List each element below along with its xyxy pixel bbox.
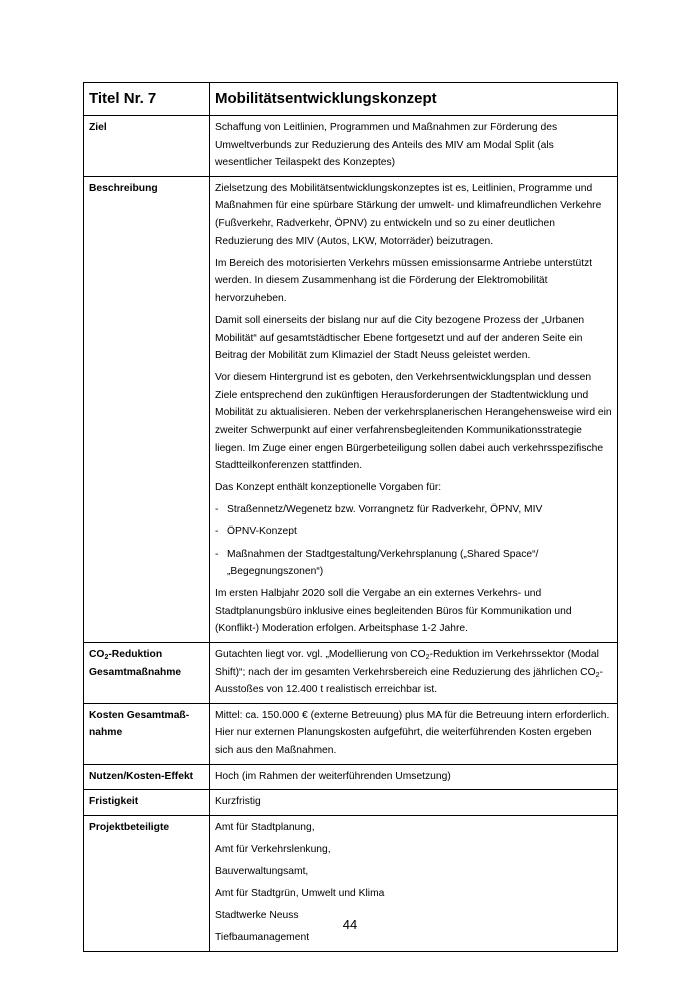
title-value: Mobilitätsentwicklungskonzept [210, 83, 618, 116]
row-ziel [84, 116, 618, 177]
title-number: Titel Nr. 7 [84, 83, 210, 116]
co2-text-part: -Ausstoßes von 12.400 t realistisch erreichbar ist. [215, 666, 603, 696]
beschreibung-paragraph-4: Vor diesem Hintergrund ist es geboten, den Verkehrsentwicklungsplan und dessen Ziele entsprechend den zukünftigen Herausforderungen der Stadtentwicklung und Mobilität zu aktualisieren. Neben der verkehrsplanerischen Herangehensweise wird ein zweiter Schwerpunkt auf einer verfahrensbegleitenden Kommunikationsstrategie liegen. Im Zuge einer engen Bürgerbeteiligung sollen dabei auch verkehrsspezifische Stadtteilkonferenzen stattfinden. [215, 372, 612, 472]
co2-label-subscript: 2 [104, 654, 109, 662]
co2-subscript: 2 [425, 654, 430, 662]
row-co2-reduktion [84, 643, 618, 704]
beschreibung-paragraph-1: Zielsetzung des Mobilitätsentwicklungskonzeptes ist es, Leitlinien, Programme und Maßnahmen für eine spürbare Stärkung der umwelt- und klimafreundlichen Verkehre (Fußverkehr, Radverkehr, ÖPNV) zu entwickeln und so zu einer deutlichen Reduzierung des MIV (Autos, LKW, Motorräder) beizutragen. [215, 182, 602, 247]
fristigkeit-text: Kurzfristig [210, 790, 618, 816]
beschreibung-label: Beschreibung [84, 176, 210, 642]
beschreibung-cell [210, 176, 618, 642]
beteiligte-item: Amt für Stadtgrün, Umwelt und Klima [215, 888, 385, 900]
ziel-text: Schaffung von Leitlinien, Programmen und Maßnahmen zur Förderung des Umweltverbunds zur Reduzierung des Anteils des MIV am Modal Split (als wesentlicher Teilaspekt des Konzeptes) [210, 116, 618, 177]
page-number: 44 [342, 917, 358, 932]
measure-table [83, 82, 618, 952]
bullet-dash: - [215, 504, 219, 516]
beteiligte-item: Tiefbaumanagement [215, 932, 310, 944]
row-nutzen-kosten [84, 764, 618, 790]
co2-subscript: 2 [595, 671, 600, 679]
beschreibung-paragraph-2: Im Bereich des motorisierten Verkehrs müssen emissionsarme Antriebe unterstützt werden. In diesem Zusammenhang ist die Förderung der Elektromobilität hervorzuheben. [215, 257, 593, 304]
bullet-text: ÖPNV-Konzept [227, 526, 297, 538]
co2-text [210, 643, 618, 704]
co2-text-part: Gutachten liegt vor. vgl. „Modellierung von CO [215, 649, 426, 661]
beschreibung-paragraph-6: Im ersten Halbjahr 2020 soll die Vergabe an ein externes Verkehrs- und Stadtplanungsbüro inklusive eines begleitenden Büros für Kommunikation und (Konflikt-) Moderation erfolgen. Arbeitsphase 1-2 Jahre. [215, 588, 572, 635]
beteiligte-item: Amt für Verkehrslenkung, [215, 843, 331, 855]
beschreibung-paragraph-3: Damit soll einerseits der bislang nur auf die City bezogene Prozess der „Urbanen Mobilität“ auf gesamtstädtischer Ebene fortgesetzt und auf der anderen Seite ein Beitrag der Mobilität zum Klimaziel der Stadt Neuss geleistet werden. [215, 314, 585, 362]
fristigkeit-label: Fristigkeit [84, 790, 210, 816]
bullet-item [215, 546, 612, 581]
beteiligte-item: Bauverwaltungsamt, [215, 865, 309, 877]
bullet-dash: - [215, 548, 219, 560]
row-kosten [84, 703, 618, 764]
beteiligte-label: Projektbeteiligte [84, 815, 210, 951]
beteiligte-item: Amt für Stadtplanung, [215, 821, 315, 833]
co2-text-part: -Reduktion im Verkehrssektor (Modal Shift)“; nach der im gesamten Verkehrsbereich eine Reduzierung des jährlichen CO [215, 649, 599, 678]
nutzen-label: Nutzen/Kosten-Effekt [84, 764, 210, 790]
kosten-text: Mittel: ca. 150.000 € (externe Betreuung) plus MA für die Betreuung intern erforderlich. Hier nur externen Planungskosten aufgeführt, die weiterführenden Kosten ergeben sich aus den Maßnahmen. [210, 703, 618, 764]
beteiligte-item: Stadtwerke Neuss [215, 910, 299, 922]
bullet-item [215, 501, 612, 519]
co2-label-part: -Reduktion Gesamtmaßnahme [89, 649, 182, 678]
co2-label [84, 643, 210, 704]
row-fristigkeit [84, 790, 618, 816]
bullet-text: Maßnahmen der Stadtgestaltung/Verkehrsplanung („Shared Space“/ „Begegnungszonen“) [227, 548, 539, 578]
row-beschreibung [84, 176, 618, 642]
ziel-label: Ziel [84, 116, 210, 177]
bullet-dash: - [215, 526, 219, 538]
co2-label-part: CO [89, 649, 105, 661]
kosten-label: Kosten Gesamtmaßnahme [84, 703, 210, 764]
beschreibung-paragraph-5: Das Konzept enthält konzeptionelle Vorgaben für: [215, 482, 442, 494]
header-row [84, 83, 618, 116]
bullet-item [215, 523, 612, 541]
nutzen-text: Hoch (im Rahmen der weiterführenden Umsetzung) [210, 764, 618, 790]
bullet-text: Straßennetz/Wegenetz bzw. Vorrangnetz für Radverkehr, ÖPNV, MIV [227, 504, 543, 516]
